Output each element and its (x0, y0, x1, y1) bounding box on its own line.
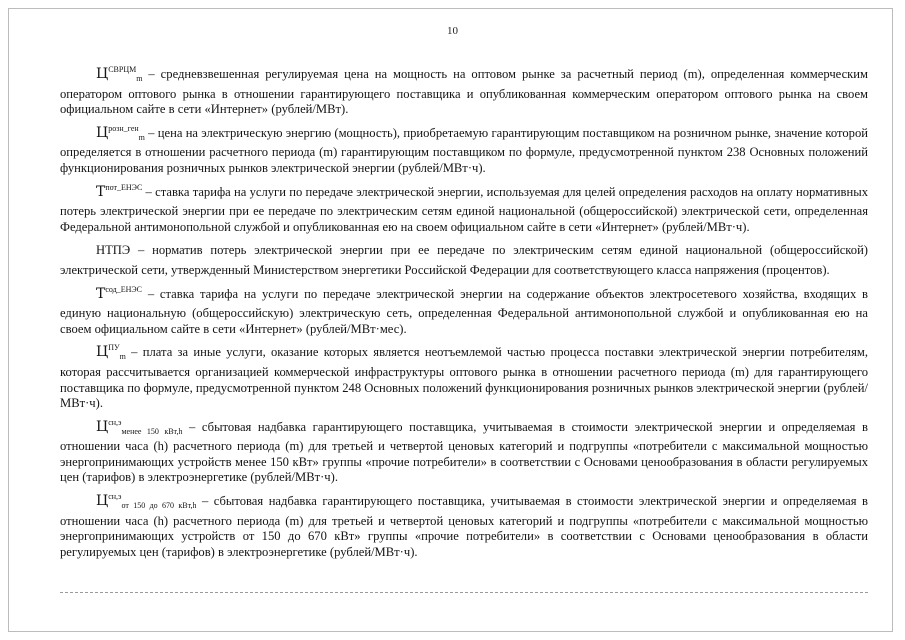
formula-symbol: Ц (96, 124, 109, 141)
formula-superscript: пот_ЕНЭС (105, 182, 143, 192)
definition-text: – средневзвешенная регулируемая цена на мощность на оптовом рынке за расчетный период (m), определенная коммерческим оператором оптового рынка в отношении гарантирующего поставщика и опубликованная коммерческим оператором оптового рынка на своем официальном сайте в сети «Интернет» (рублей/МВт). (60, 67, 868, 117)
definition-paragraph (60, 238, 868, 278)
formula-symbol: Ц (96, 493, 109, 510)
formula-symbol: Ц (96, 344, 109, 361)
formula-superscript: СВРЦМ (108, 65, 137, 74)
page-number: 10 (447, 25, 458, 37)
definition-paragraph (60, 489, 868, 560)
formula-superscript: сн,э (108, 492, 122, 502)
definition-paragraph (60, 282, 868, 338)
definition-paragraph (60, 415, 868, 486)
definition-text: – сбытовая надбавка гарантирующего поставщика, учитываемая в стоимости электрической энергии и определяемая в отношении часа (h) расчетного периода (m) для третьей и четвертой ценовых категорий и подгруппы «потребители с максимальной мощностью энергопринимающих устройств от 150 до 670 кВт» группы «прочие потребители» в соответствии с Основами ценообразования в области регулируемых цен (тарифов) в электроэнергетике (рублей/МВт·ч). (60, 494, 869, 559)
formula-symbol: Ц (96, 66, 109, 82)
definition-paragraph (60, 121, 868, 177)
footer-divider (60, 592, 868, 593)
formula-subscript: менее 150 кВт,h (121, 426, 183, 436)
formula-subscript: m (138, 132, 145, 142)
formula-subscript: m (119, 352, 126, 362)
formula-symbol: Т (96, 285, 106, 302)
definition-text: – ставка тарифа на услуги по передаче электрической энергии на содержание объектов электросетевого хозяйства, входящих в единую национальную (общероссийскую) электрическую сеть, определенная Федеральной антимонопольной службой и опубликованная ею на своем официальном сайте в сети «Интернет» (рублей/МВт·мес). (60, 286, 868, 336)
formula-symbol: Ц (96, 418, 109, 435)
definition-paragraph (60, 340, 868, 411)
document-body (60, 62, 868, 560)
formula-superscript: розн_ген (108, 123, 139, 133)
definition-text: – ставка тарифа на услуги по передаче электрической энергии, используемая для целей определения расходов на оплату нормативных потерь электрической энергии при ее передаче по электрическим сетям единой национальной (общероссийской) электрической сети, определенная Федеральной антимонопольной службой и опубликованная ею на своем официальном сайте в сети «Интернет» (рублей/МВт·ч). (60, 184, 868, 234)
definition-paragraph (60, 62, 868, 118)
formula-subscript: m (136, 74, 143, 83)
definition-text: – плата за иные услуги, оказание которых является неотъемлемой частью процесса поставки электрической энергии потребителям, которая рассчитывается организацией коммерческой инфраструктуры оптового рынка в отношении расчетного периода (m) для гарантирующего поставщика по формуле, предусмотренной пунктом 248 Основных положений функционирования розничных рынков электрической энергии (рублей/МВт·ч). (60, 345, 868, 411)
definition-text: – сбытовая надбавка гарантирующего поставщика, учитываемая в стоимости электрической энергии и определяемая в отношении часа (h) расчетного периода (m) для третьей и четвертой ценовых категорий и подгруппы «потребители с максимальной мощностью энергопринимающих устройств менее 150 кВт» группы «прочие потребители» в соответствии с Основами ценообразования в области регулируемых цен (тарифов) в электроэнергетике (рублей/МВт·ч). (60, 419, 868, 485)
formula-symbol: Т (96, 183, 106, 200)
formula-superscript: сн,э (108, 417, 122, 427)
formula-superscript: сод_ЕНЭС (105, 284, 143, 294)
formula-superscript: ПУ (108, 343, 120, 353)
definition-text: НТПЭ – норматив потерь электрической энергии при ее передаче по электрическим сетям единой национальной (общероссийской) электрической сети, утвержденный Министерством энергетики Российской Федерации для соответствующего класса напряжения (процентов). (60, 243, 868, 277)
formula-subscript: от 150 до 670 кВт,h (121, 501, 197, 511)
definition-paragraph (60, 180, 868, 236)
definition-text: – цена на электрическую энергию (мощность), приобретаемую гарантирующим поставщиком на розничном рынке, значение которой определяется в отношении расчетного периода (m) гарантирующим поставщиком по формуле, предусмотренной пунктом 238 Основных положений функционирования розничных рынков электрической энергии (рублей/МВт·ч). (60, 125, 868, 175)
